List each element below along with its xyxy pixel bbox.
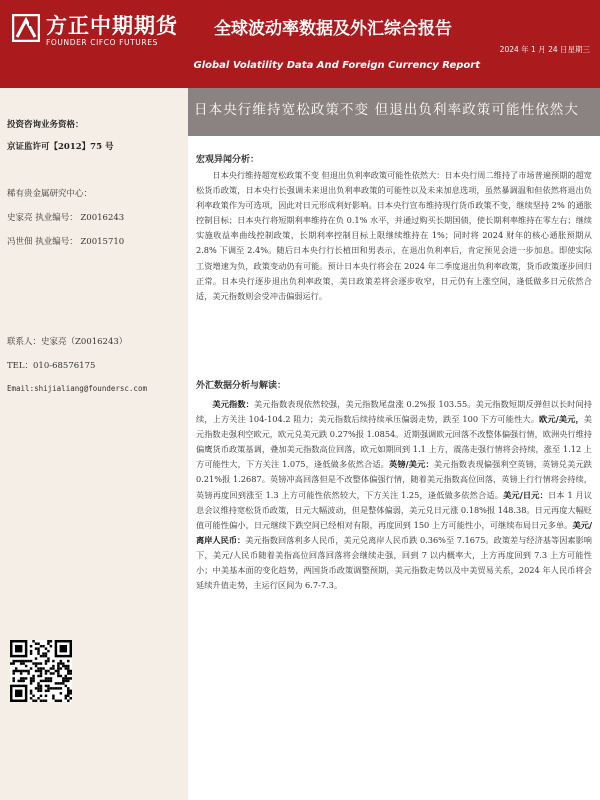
macro-paragraph: 日本央行维持超宽松政策不变 但退出负利率政策可能性依然大：日本央行周二维持了市场普遍预期的超宽松货币政策，日本央行长强调未来退出负利率政策的可能性以及未来加息选项，虽然暴调温和但依然将退出负利率政策作为可选项，因此对日元形成利好影响。日本央行宣布维持现行货币政策不变，继续坚持 2% 的通胀控制目标；日本央行将短期利率维持在负 0.1% 水平，并通过购买长期国债，使长期利率维持在零左右；继续实施收益率曲线控制政策，长期利率控制目标上限继续维持在 1%；同时将 2024 财年的核心通胀预期从 2.8% 下调至 2.4%。随后日本央行行长植田和男表示，在退出负利率后，肯定预见会进一步加息。即使实际工资增速为负，政策变动仍有可能。预计日本央行将会在 2024 年二季度退出负利率政策，货币政策逐步回归正常。日本央行逐步退出负利率政策，美日政策差将会逐步收窄，日元仍有上涨空间，逢低做多日元依然合适，美元指数则会受冲击偏弱运行。 bbox=[196, 170, 592, 301]
qualification-label: 投资咨询业务资格： bbox=[7, 120, 84, 130]
fx-pair-label: 美元/离岸人民币： bbox=[196, 519, 592, 545]
company-name: 方正中期期货 bbox=[46, 14, 178, 38]
fx-pair-text: 日本 1 月议息会议维持宽松货币政策，日元大幅波动，但是整体偏弱，美元兑日元涨 0.18%报 148.38。日元再度大幅贬值可能性偏小，日元继续下跌空间已经相对有限，再度回到 150 上方可能性小，可继续布局日元多单。 bbox=[196, 489, 592, 530]
fx-pair-text: 美元指数表现依然较强，美元指数尾盘涨 0.2%报 103.55。美元指数短期反弹但以长时间持续，上方关注 104-104.2 阻力；美元指数后续持续承压偏弱走势，跌至 100 下方可能性大。 bbox=[196, 399, 592, 425]
fx-pair-text: 美元指数表现偏强利空英镑，英镑兑美元跌 0.21%报 1.2687。英镑冲高回落但是不改整体偏强行情，随着美元指数高位回落，英镑上行行情将会持续，英镑再度回到涨至 1.3 上方可能性依然较大，下方关注 1.25，逢低做多依然合适。 bbox=[196, 459, 592, 500]
company-name-en: FOUNDER CIFCO FUTURES bbox=[46, 38, 158, 47]
macro-heading: 宏观异闻分析： bbox=[196, 155, 260, 165]
report-date: 2024 年 1 月 24 日星期三 bbox=[499, 45, 590, 54]
contact-person: 联系人：史家亮（Z0016243） bbox=[7, 337, 128, 347]
contact-tel: TEL：010-68576175 bbox=[7, 361, 96, 371]
fx-pair-label: 欧元/美元， bbox=[539, 414, 584, 425]
fx-pair-label: 英镑/美元： bbox=[389, 459, 434, 470]
headline-banner bbox=[188, 88, 600, 136]
analyst-2: 冯世佃 执业编号： Z0015710 bbox=[7, 237, 125, 247]
report-header bbox=[0, 0, 600, 88]
fx-heading: 外汇数据分析与解读： bbox=[196, 381, 287, 391]
fx-paragraph bbox=[196, 397, 592, 593]
fx-pair-text: 美元指数回落利多人民币，美元兑离岸人民币跌 0.36%至 7.1675。政策差与经济基等因素影响下，美元/人民币随着美指高位回落回落将会继续走强，回到 7 以内概率大，上方再度回到 7.3 上方可能性小；中美基本面的变化趋势，两国货币政策调整预期，美元指数走势以及中美贸易关系，2024 年人民币将会延续升值走势，主运行区间为 6.7-7.3。 bbox=[196, 534, 592, 591]
fx-pair-text: 美元指数走强利空欧元，欧元兑美元跌 0.27%报 1.0854。近期强调欧元回落不改整体偏强行情，欧洲央行维持偏鹰货币政策基调，叠加美元指数高位回落，欧元如期回到 1.1 上方，震荡走强行情将会持续，涨至 1.12 上方可能性大，下方关注 1.075，逢低做多依然合适。 bbox=[196, 414, 592, 470]
contact-email[interactable]: Email:shijialiang@foundersc.com bbox=[7, 384, 147, 393]
report-title: 全球波动率数据及外汇综合报告 bbox=[214, 19, 452, 39]
fx-pair-label: 美元指数： bbox=[212, 399, 254, 409]
analyst-1: 史家亮 执业编号： Z0016243 bbox=[7, 213, 125, 223]
research-center: 稀有贵金属研究中心： bbox=[7, 189, 93, 199]
license-number: 京证监许可【2012】75 号 bbox=[7, 142, 114, 152]
fx-pair-label: 美元/日元： bbox=[503, 489, 548, 500]
qr-code-icon bbox=[10, 640, 72, 702]
founder-logo-icon bbox=[12, 14, 40, 42]
report-title-en: Global Volatility Data And Foreign Currency Report bbox=[193, 60, 480, 71]
headline-title: 日本央行维持宽松政策不变 但退出负利率政策可能性依然大 bbox=[194, 102, 579, 118]
